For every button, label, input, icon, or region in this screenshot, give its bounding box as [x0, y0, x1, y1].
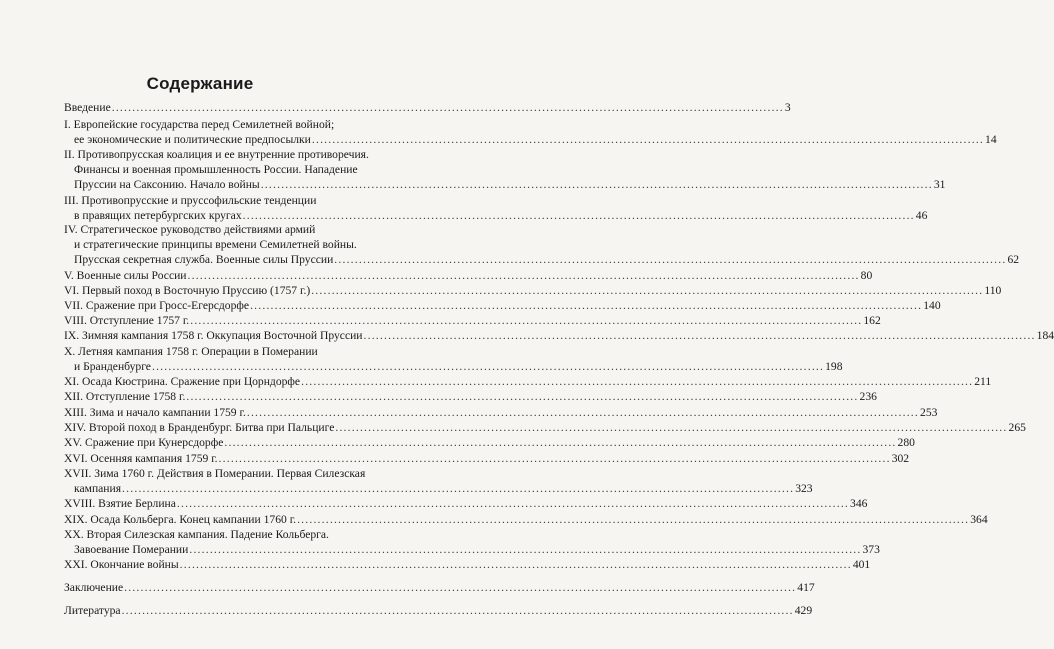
toc-entry-text: XV. Сражение при Кунерсдорфе [64, 436, 224, 449]
dot-leader [152, 359, 824, 374]
toc-entry [64, 420, 1026, 435]
dot-leader [190, 313, 862, 328]
toc-page-number: 364 [970, 513, 988, 526]
toc-entry-line [64, 435, 915, 450]
toc-entry-line [64, 147, 406, 162]
toc-page-number: 253 [920, 406, 938, 419]
dot-leader [186, 389, 858, 404]
toc-entry-line [64, 405, 938, 420]
dot-leader [122, 603, 794, 618]
toc-entry-text: ее экономические и политические предпосылки [74, 133, 311, 147]
toc-entry [64, 328, 1054, 343]
toc-page-number: 401 [852, 558, 871, 571]
toc-entry [64, 298, 941, 313]
toc-entry [64, 222, 1020, 268]
toc-page-number: 373 [862, 543, 880, 557]
toc-entry [64, 283, 1002, 298]
toc-entry-line [64, 344, 406, 359]
toc-entry-line [64, 389, 877, 404]
toc-entry [64, 193, 928, 223]
toc-entry [64, 268, 873, 283]
toc-entry-line [64, 481, 813, 496]
toc-entry-line [64, 117, 406, 132]
toc-entry-text: VI. Первый поход в Восточную Пруссию (1757 г.) [64, 284, 311, 297]
toc-entry-text: Пруссии на Саксонию. Начало войны [74, 178, 260, 192]
toc-page-number: 3 [784, 101, 791, 114]
toc-entry-line [64, 527, 406, 542]
toc-page-number: 80 [860, 269, 873, 282]
toc-entry-text: XVIII. Взятие Берлина [64, 497, 176, 510]
toc-entry [64, 405, 938, 420]
dot-leader [364, 328, 1036, 343]
toc-page-number: 346 [850, 497, 868, 510]
toc-entry-text: VIII. Отступление 1757 г. [64, 314, 190, 327]
toc-entry-text: Прусская секретная служба. Военные силы Пруссии [74, 253, 334, 267]
toc-entry [64, 147, 946, 193]
toc-entry-text: и стратегические принципы времени Семилетней войны. [74, 238, 357, 252]
toc-entry [64, 344, 843, 374]
toc-entry-line [64, 542, 880, 557]
toc-entry [64, 466, 813, 496]
toc-entry-text: Литература [64, 604, 121, 617]
toc-entry [64, 313, 881, 328]
toc-entry [64, 512, 988, 527]
toc-entry [64, 527, 880, 557]
toc-entry-line [64, 100, 791, 115]
toc-entry-line [64, 512, 988, 527]
toc-entry-text: Введение [64, 101, 111, 114]
toc-page-number: 46 [915, 209, 928, 223]
toc-entry-text: V. Военные силы России [64, 269, 187, 282]
toc-entry-line [64, 268, 873, 283]
toc-page-number: 302 [891, 452, 910, 465]
toc-entry-line [64, 580, 815, 595]
toc-entry-text: XIV. Второй поход в Бранденбург. Битва при Пальциге [64, 421, 335, 434]
toc-page-number: 211 [974, 375, 992, 388]
dot-leader [219, 451, 891, 466]
dot-leader [261, 177, 933, 192]
toc-entry-text: и Бранденбурге [74, 360, 151, 374]
toc-entry-text: кампания [74, 482, 122, 496]
toc-entry [64, 580, 815, 595]
toc-entry [64, 557, 871, 572]
dot-leader [180, 557, 852, 572]
toc-entry-line [64, 193, 406, 208]
toc-page-number: 62 [1007, 253, 1020, 267]
toc-entry-line [64, 420, 1026, 435]
toc-page-number: 417 [797, 581, 815, 594]
toc-page-number: 429 [794, 604, 813, 617]
toc-entry-line [64, 313, 881, 328]
toc-entry-text: IX. Зимняя кампания 1758 г. Оккупация Восточной Пруссии [64, 329, 363, 342]
toc-entry-text: в правящих петербургских кругах [74, 209, 242, 223]
toc-entry [64, 389, 877, 404]
toc-entry-line [64, 603, 813, 618]
toc-entry-text: Заключение [64, 581, 124, 594]
toc-entry-text: IV. Стратегическое руководство действиями армий [64, 223, 316, 236]
dot-leader [188, 268, 860, 283]
toc-entry-text: XXI. Окончание войны [64, 558, 179, 571]
toc-entry-line [64, 451, 910, 466]
toc-entry-line [64, 374, 992, 389]
toc-entry-line [64, 557, 871, 572]
toc-page-number: 323 [795, 482, 813, 496]
dot-leader [250, 298, 922, 313]
toc-entry-text: VII. Сражение при Гросс-Егерсдорфе [64, 299, 250, 312]
toc-entry-text: XII. Отступление 1758 г. [64, 390, 186, 403]
dot-leader [311, 283, 983, 298]
toc-entry [64, 451, 910, 466]
toc-entry-text: XX. Вторая Силезская кампания. Падение Кольберга. [64, 528, 329, 541]
toc-entry-text: XVI. Осенняя кампания 1759 г. [64, 452, 218, 465]
toc-entry-line [64, 162, 406, 177]
toc-entry-text: I. Европейские государства перед Семилетней войной; [64, 118, 335, 131]
toc-entry [64, 603, 813, 618]
dot-leader [122, 481, 794, 496]
toc-page-number: 14 [985, 133, 997, 147]
toc-entry-text: XIX. Осада Кольберга. Конец кампании 1760 г. [64, 513, 297, 526]
toc-entry-line [64, 298, 941, 313]
toc-entry [64, 374, 992, 389]
dot-leader [247, 405, 919, 420]
toc-entry-text: Завоевание Померании [74, 543, 189, 557]
dot-leader [297, 512, 969, 527]
toc-entry [64, 117, 997, 147]
toc-page-number: 162 [863, 314, 881, 327]
toc-entry-line [64, 177, 946, 192]
toc-page-number: 140 [923, 299, 941, 312]
toc-entry-line [64, 359, 843, 374]
toc-page-number: 198 [825, 360, 843, 374]
dot-leader [177, 496, 849, 511]
toc-entry-text: XI. Осада Кюстрина. Сражение при Цорндорфе [64, 375, 301, 388]
toc-entry-text: III. Противопрусские и прусcофильские тенденции [64, 194, 317, 207]
dot-leader [335, 420, 1007, 435]
dot-leader [312, 132, 984, 147]
toc-entry-text: X. Летняя кампания 1758 г. Операции в Померании [64, 345, 318, 358]
toc-entry-line [64, 328, 1054, 343]
toc-page-number: 280 [897, 436, 915, 449]
dot-leader [334, 252, 1006, 267]
toc-page-number: 236 [859, 390, 877, 403]
toc-entry-line [64, 466, 406, 481]
toc-page-number: 184 [1036, 329, 1054, 342]
toc-entry-line [64, 496, 868, 511]
toc-page-number: 110 [984, 284, 1002, 297]
toc-page-number: 31 [933, 178, 946, 192]
toc-entry-line [64, 132, 997, 147]
toc-entry-text: II. Противопрусская коалиция и ее внутренние противоречия. [64, 148, 369, 161]
toc-page-number: 265 [1008, 421, 1026, 434]
toc-entry-text: XIII. Зима и начало кампании 1759 г. [64, 406, 246, 419]
dot-leader [112, 100, 784, 115]
toc-entry [64, 496, 868, 511]
page-title: Содержание [146, 74, 254, 93]
toc-entry-line [64, 237, 406, 252]
dot-leader [124, 580, 796, 595]
toc-entry-line [64, 252, 1020, 267]
dot-leader [224, 435, 896, 450]
dot-leader [189, 542, 861, 557]
toc-entry-line [64, 222, 406, 237]
toc-entry-line [64, 283, 1002, 298]
toc-entry [64, 435, 915, 450]
dot-leader [301, 374, 973, 389]
toc-entry-text: XVII. Зима 1760 г. Действия в Померании. Первая Силезская [64, 467, 366, 480]
toc-entry-text: Финансы и военная промышленность России. Нападение [74, 163, 358, 177]
toc-entry [64, 100, 791, 115]
